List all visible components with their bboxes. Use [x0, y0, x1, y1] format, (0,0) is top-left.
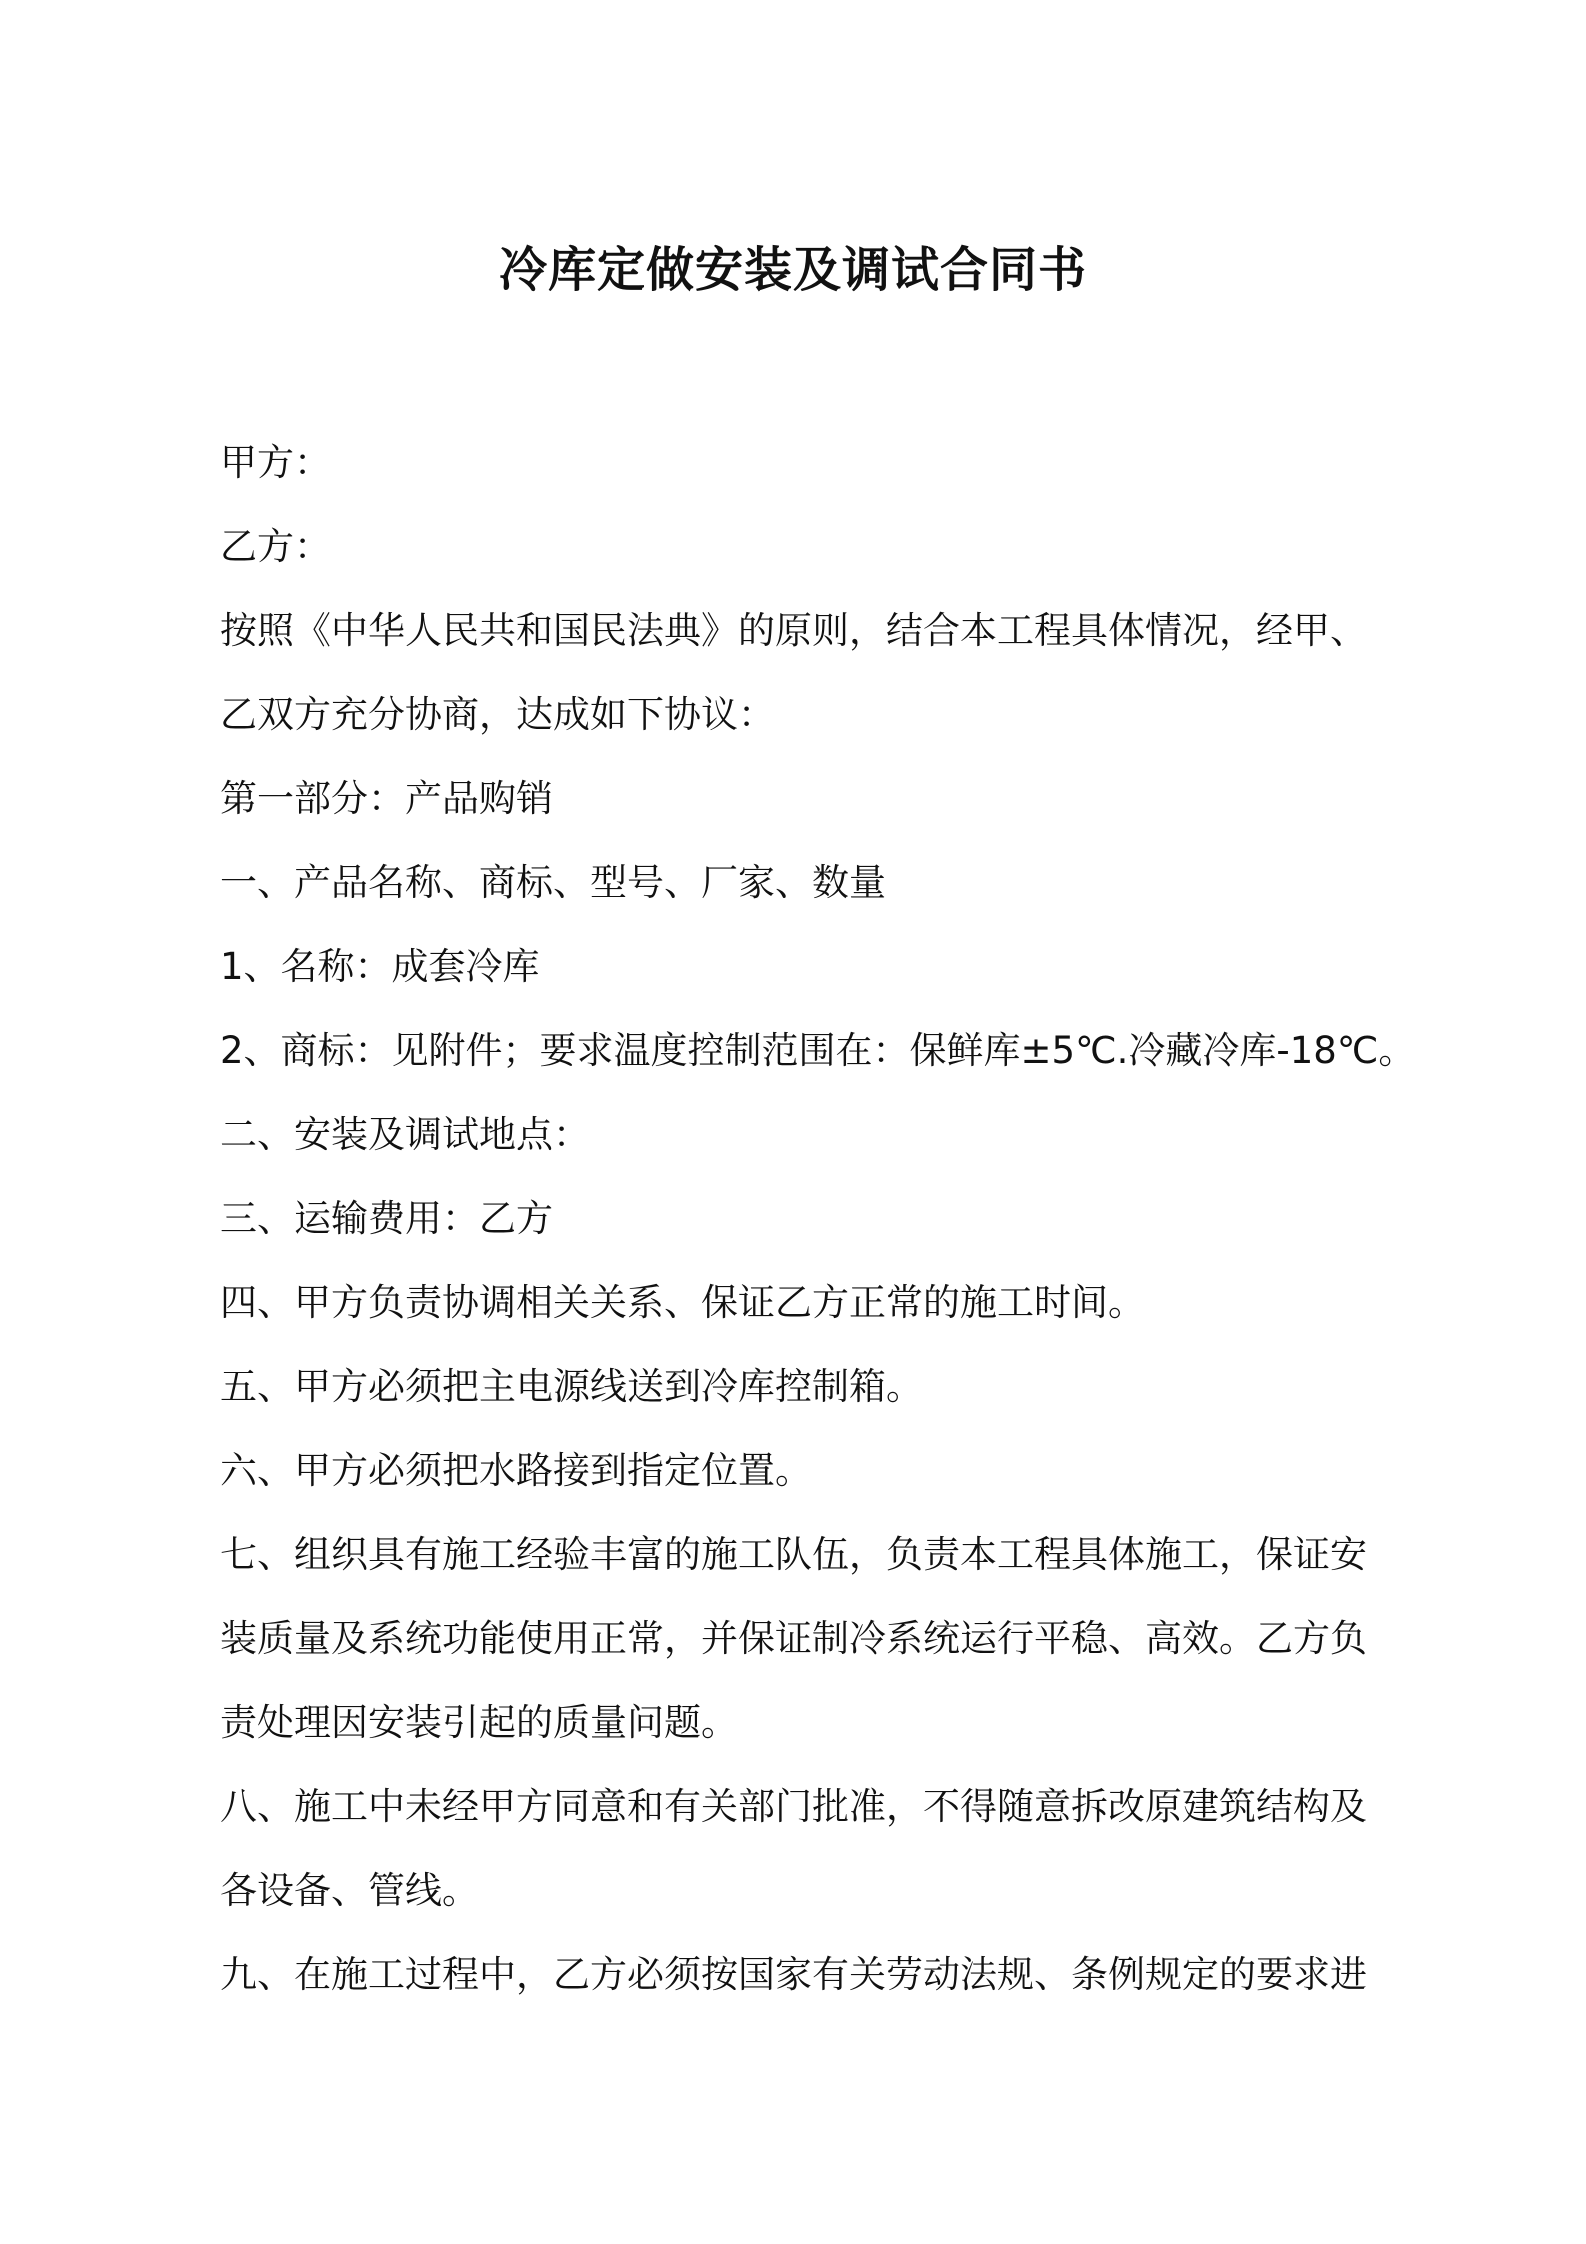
clause-1-heading: 一、产品名称、商标、型号、厂家、数量	[220, 861, 886, 904]
clause-8-line-1: 八、施工中未经甲方同意和有关部门批准，不得随意拆改原建筑结构及	[220, 1785, 1367, 1828]
clause-7-line-3: 责处理因安装引起的质量问题。	[220, 1701, 738, 1744]
clause-6: 六、甲方必须把水路接到指定位置。	[220, 1449, 812, 1492]
clause-7-line-1: 七、组织具有施工经验丰富的施工队伍，负责本工程具体施工，保证安	[220, 1533, 1367, 1576]
clause-3: 三、运输费用：乙方	[220, 1197, 553, 1240]
section-heading: 第一部分：产品购销	[220, 777, 553, 820]
party-b-line: 乙方：	[220, 525, 331, 568]
preamble-line-1: 按照《中华人民共和国民法典》的原则，结合本工程具体情况，经甲、	[220, 609, 1367, 652]
clause-1-item-2: 2、商标：见附件；要求温度控制范围在：保鲜库±5℃.冷藏冷库-18℃。	[220, 1029, 1416, 1072]
clause-7-line-2: 装质量及系统功能使用正常，并保证制冷系统运行平稳、高效。乙方负	[220, 1617, 1367, 1660]
clause-1-item-1: 1、名称：成套冷库	[220, 945, 540, 988]
party-a-line: 甲方：	[220, 441, 331, 484]
clause-8-line-2: 各设备、管线。	[220, 1869, 479, 1912]
clause-4: 四、甲方负责协调相关关系、保证乙方正常的施工时间。	[220, 1281, 1145, 1324]
clause-5: 五、甲方必须把主电源线送到冷库控制箱。	[220, 1365, 923, 1408]
document-title: 冷库定做安装及调试合同书	[498, 242, 1087, 298]
clause-2: 二、安装及调试地点：	[220, 1113, 590, 1156]
preamble-line-2: 乙双方充分协商，达成如下协议：	[220, 693, 775, 736]
clause-9-line-1: 九、在施工过程中，乙方必须按国家有关劳动法规、条例规定的要求进	[220, 1953, 1367, 1996]
